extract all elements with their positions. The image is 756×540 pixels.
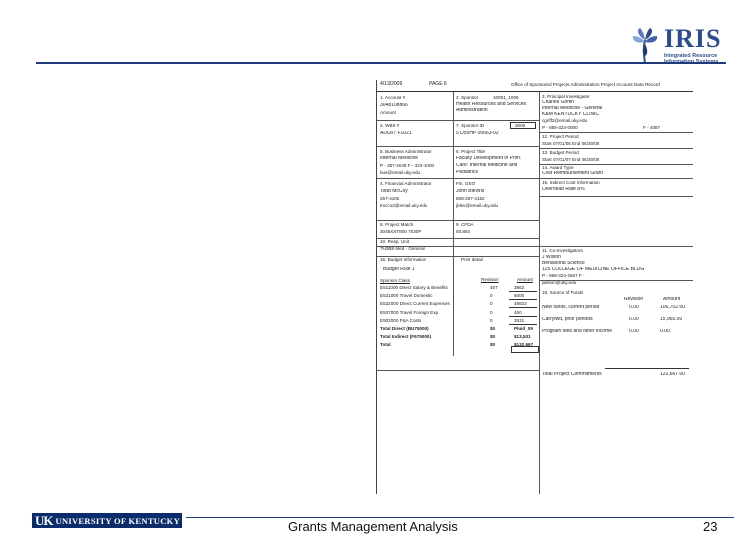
grid-line — [539, 132, 693, 133]
oso-line3: jblev@email.uky.edu — [456, 203, 499, 208]
sponsor-name-line2: Administration — [456, 108, 488, 113]
budget-class: E537000 Travel Foreign Exp — [380, 309, 439, 315]
funds-amount: 0.00 — [660, 329, 670, 334]
sponsor-name-line1: Health Resources and Services — [456, 102, 527, 107]
budget-revision: $0 — [490, 342, 496, 348]
budget-info-label: 16. Budget Information — [380, 257, 427, 262]
amount-underline — [509, 324, 537, 325]
grid-line — [377, 178, 539, 179]
footer-rule — [186, 517, 734, 518]
grid-line — [539, 178, 693, 179]
budget-class: Total Direct (BU75000) — [380, 326, 429, 331]
iris-subtitle-line1: Integrated Resource — [664, 53, 718, 59]
project-match-value: 3048XXT800 7030P — [380, 229, 422, 234]
budget-period-label: 13. Budget Period — [542, 150, 579, 155]
budget-amount: $13,531 — [514, 334, 531, 340]
budget-revision: 0 — [490, 293, 493, 299]
business-admin-label: 5. Business Administrator — [380, 149, 432, 154]
budget-revision: 0 — [490, 301, 493, 307]
iris-flower-icon — [630, 26, 660, 66]
account-value: 3048108866 — [380, 103, 408, 108]
financial-admin-line2: 257-4105 — [380, 196, 400, 201]
iris-wordmark: IRIS — [664, 24, 722, 53]
pi-line2: Internal Medicine - General — [542, 106, 603, 111]
header-rule — [36, 62, 726, 64]
budget-col-revision: Revision — [481, 277, 499, 282]
sheet-page: PAGE 6 — [429, 81, 447, 87]
budget-class: E511000 Direct Salary & Benefits — [380, 285, 448, 290]
funds-source: Program fees and other income — [542, 329, 613, 334]
sheet-heading: Office of Sponsored Projects Administration Project Account Data Record — [511, 82, 660, 87]
total-project-value: 122,667.00 — [660, 372, 686, 377]
account-label: 1. Account # — [380, 95, 406, 100]
project-period-label: 12. Project Period — [542, 134, 579, 139]
project-period-value: Start 07/01/05 End 06/30/09 — [542, 141, 600, 146]
resp-unit-label: 10. Resp. Unit — [380, 239, 410, 244]
wbs-value: ADU07 F1021 — [380, 131, 412, 136]
financial-admin-line3: tmcco2@email.uky.edu — [380, 203, 428, 208]
grid-line — [539, 148, 693, 149]
indirect-cost-label: 15. Indirect Cost Information — [542, 180, 600, 185]
funds-revision: 0.00 — [629, 305, 639, 310]
financial-admin-line1: Todd McCoy — [380, 189, 408, 194]
oso-line2: 859-257-4152 — [456, 196, 485, 201]
project-match-label: 8. Project Match — [380, 222, 414, 227]
co-inv-line5: jwilson@uky.edu — [542, 280, 577, 285]
co-inv-line2: Behavioral Science — [542, 261, 585, 266]
co-inv-line3: 125 COLLEGE OF MEDICINE OFFICE BLDG — [542, 267, 645, 272]
budget-col-class: Sponsor Class — [380, 278, 410, 283]
grid-line — [377, 370, 539, 371]
budget-print-detail: Print detail — [461, 257, 483, 262]
funds-amount: 15,965.00 — [660, 317, 683, 322]
pi-line3: K&M KENTUCKY CLINIC — [542, 112, 600, 117]
budget-revision: 0 — [490, 309, 493, 315]
funds-col-amount: Amount — [663, 297, 681, 302]
business-admin-line1: Internal Medicine — [380, 156, 419, 161]
pi-label: 3. Principal Investigator — [542, 94, 590, 99]
budget-rule: Budget Rule 1 — [383, 267, 415, 272]
sponsor-value: 10001_1009 — [493, 95, 519, 100]
project-title-line2: Care: Internal Medicine and — [456, 163, 518, 168]
uk-logo-mark: UK — [35, 512, 53, 528]
budget-col-amount: Amount — [517, 277, 533, 282]
budget-class: E531000 Travel Domestic — [380, 293, 433, 299]
indirect-cost-value: Overhead Rate 8% — [542, 187, 585, 192]
sponsor-id-label: 7. Sponsor ID — [456, 123, 485, 128]
footer-title: Grants Management Analysis — [288, 519, 458, 534]
budget-revision: 0 — [490, 317, 493, 323]
budget-class: E532000 Direct Current Expenses — [380, 301, 450, 307]
business-admin-line2: P - 257-4049 F - 323-1000 — [380, 163, 435, 168]
funds-revision: 0.00 — [629, 317, 639, 322]
grid-line — [539, 92, 540, 494]
budget-amount: 5000 — [514, 293, 525, 299]
pi-line1: Charles Griffin — [542, 100, 574, 105]
funds-source: New funds, current period — [542, 305, 600, 310]
amount-underline — [509, 291, 537, 292]
total-project-label: Total Project Commitments — [542, 372, 602, 377]
budget-amount: 450 — [514, 309, 522, 315]
source-of-funds-label: 18. Source of Funds — [542, 290, 584, 295]
wbs-label: 2. WBS # — [380, 123, 400, 128]
project-title-line1: Faculty Development in Prim. — [456, 156, 522, 161]
uk-logo — [32, 513, 182, 528]
sponsor-id-value: 5 D55HP 05663-02 — [456, 131, 499, 136]
financial-admin-label: 4. Financial Administrator — [380, 181, 432, 186]
budget-amount: 48822 — [514, 301, 527, 307]
oso-label: Fin. OSO — [456, 181, 476, 186]
funds-amount: 106,702.00 — [660, 305, 686, 310]
account-data-record-sheet — [376, 80, 692, 494]
budget-revision: 467 — [490, 285, 498, 290]
budget-class: E902000 F&A Costs — [380, 317, 422, 323]
budget-revision: $0 — [490, 334, 496, 340]
grid-line — [539, 246, 693, 247]
funds-revision: 0.00 — [629, 329, 639, 334]
amount-underline — [509, 299, 537, 300]
sheet-header — [377, 80, 693, 92]
oso-line1: John Blevins — [456, 189, 485, 194]
grid-line — [377, 220, 539, 221]
budget-amount: 3862 — [514, 285, 525, 290]
grid-line — [377, 120, 539, 121]
business-admin-line3: bus@email.uky.edu — [380, 170, 421, 175]
budget-amount: 3531 — [514, 317, 525, 323]
budget-amount: Pluid_09 — [514, 326, 533, 331]
co-inv-line4: P - 859-323-2567 F - — [542, 273, 585, 278]
funds-source: Carryfwd, prior periods — [542, 317, 593, 322]
sponsor-label: 2. Sponsor — [456, 95, 479, 100]
grid-line — [377, 146, 539, 147]
uk-logo-name: UNIVERSITY OF KENTUCKY — [55, 515, 181, 526]
project-title-line3: Pediatrics — [456, 170, 478, 175]
budget-amount: $132,667 — [514, 342, 534, 348]
budget-class: Total — [380, 342, 391, 348]
pi-line5: P - 859-323-0000 — [542, 125, 578, 130]
cfda-value: 93.884 — [456, 229, 471, 234]
amount-underline — [509, 307, 537, 308]
account-extra: Amount — [380, 110, 396, 115]
co-inv-line1: J Wilson — [542, 255, 561, 260]
sponsor-id-code: 3000 — [515, 123, 526, 128]
funds-col-revision: Revision — [624, 297, 644, 302]
budget-period-value: Start 07/01/07 End 06/30/09 — [542, 157, 600, 162]
funds-total-rule — [605, 368, 689, 369]
grid-line — [453, 92, 454, 356]
budget-class: Total Indirect (F675000) — [380, 334, 431, 340]
sheet-date: 4/13/2009 — [380, 81, 403, 87]
amount-underline — [509, 316, 537, 317]
award-type-value: Cost Reimbursement Grant — [542, 171, 603, 176]
pi-line6: F - 4087 — [643, 125, 661, 130]
cfda-label: 9. CFDA — [456, 222, 474, 227]
budget-revision: $0 — [490, 326, 496, 331]
total-amount-box — [511, 346, 539, 353]
resp-unit-value: 7H3B8 Med - General — [380, 246, 425, 251]
grid-line — [539, 196, 693, 197]
award-type-label: 14. Award Type — [542, 165, 574, 170]
pi-line4: cgriff2@email.uky.edu — [542, 118, 588, 123]
project-title-label: 6. Project Title — [456, 149, 486, 154]
page-number: 23 — [703, 519, 718, 534]
co-investigators-label: 11. Co-Investigators — [542, 248, 583, 253]
